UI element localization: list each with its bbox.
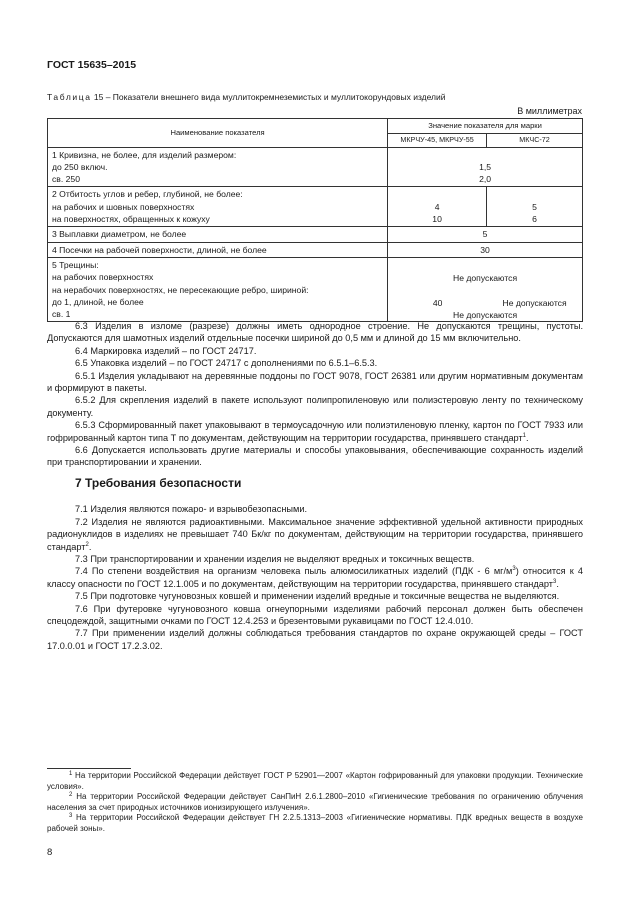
row-name: 3 Выплавки диаметром, не более xyxy=(48,227,388,242)
paragraph: 6.5.1 Изделия укладывают на деревянные поддоны по ГОСТ 9078, ГОСТ 26381 или другим нормативным документам и формируют в пакеты. xyxy=(47,370,583,394)
footnote: $^2$ На территории Российской Федерации действует СанПиН 2.6.1.2800–2010 «Гигиенические требования по ограничению облучения населения за счет природных источников ионизирующего излучения». xyxy=(47,792,583,812)
row-value-a: 4 10 xyxy=(388,187,487,227)
paragraph: 6.6 Допускается использовать другие материалы и способы упаковывания, обеспечивающие сохранность изделий при транспортировании и хранении. xyxy=(47,445,583,468)
row-name: 5 Трещины: на рабочих поверхностях на нерабочих поверхностях, не пересекающие ребро, шириной: до 1, длиной, не более св. 1 xyxy=(48,257,388,321)
row-name: 1 Кривизна, не более, для изделий размером: до 250 включ. св. 250 xyxy=(48,147,388,187)
paragraph: 6.5.3 Сформированный пакет упаковывают в термоусадочную или полиэтиленовую пленку, картон по ГОСТ 7933 или гофрированный картон типа Т по документам, действующим на территории государства, принявшего стандарт$^1$. xyxy=(47,420,583,443)
table-row xyxy=(48,257,583,321)
table-caption: Таблица 15 – Показатели внешнего вида муллитокремнеземистых и муллитокорундовых изделий xyxy=(47,92,446,102)
standard-title: ГОСТ 15635–2015 xyxy=(47,59,137,71)
table-header-row xyxy=(48,119,583,134)
paragraph: 7.7 При применении изделий должны соблюдаться требования стандартов по охране окружающей среды – ГОСТ 17.0.0.01 и ГОСТ 17.2.3.02. xyxy=(47,628,583,651)
table-row xyxy=(48,227,583,242)
row-name: 2 Отбитость углов и ребер, глубиной, не более: на рабочих и шовных поверхностях на поверхностях, обращенных к кожуху xyxy=(48,187,388,227)
row-value: 1,5 2,0 xyxy=(388,147,583,187)
footnotes xyxy=(47,771,583,835)
table-row xyxy=(48,147,583,187)
section-heading: 7 Требования безопасности xyxy=(75,475,242,490)
col-name-header: Наименование показателя xyxy=(48,119,388,148)
row-value-b: 5 6 xyxy=(487,187,583,227)
paragraph: 7.1 Изделия являются пожаро- и взрывобезопасными. xyxy=(75,504,308,515)
paragraph: 6.5.2 Для скрепления изделий в пакете используют полипропиленовую или полиэстеровую ленту по техническому документу. xyxy=(47,395,583,418)
footnote-ref[interactable]: 2 xyxy=(85,541,89,548)
col-value-header: Значение показателя для марки xyxy=(388,119,583,134)
indicators-table xyxy=(47,118,583,322)
paragraph: 7.4 По степени воздействия на организм человека пыль алюмосиликатных изделий (ПДК - 6 $мг/м^3$) относится к 4 классу опасности по ГОСТ 12.1.005 и по документам, действующим на территории государства, принявшего стандарт$^3$. xyxy=(47,566,583,589)
table-label: Таблица xyxy=(47,92,92,102)
table-row xyxy=(48,187,583,227)
paragraph: 7.6 При футеровке чугуновозного ковша огнеупорными изделиями рабочий персонал должен быть обеспечен спецодеждой, защитными очками по ГОСТ 12.4.253 и брезентовыми рукавицами по ГОСТ 12.4.010. xyxy=(47,603,583,626)
row-value: 5 xyxy=(388,227,583,242)
footnote: $^3$ На территории Российской Федерации действует ГН 2.2.5.1313–2003 «Гигиенические нормативы. ПДК вредных веществ в воздухе рабочей зоны». xyxy=(47,813,583,833)
paragraph: 7.3 При транспортировании и хранении изделия не выделяют вредных и токсичных веществ. xyxy=(75,553,475,564)
col-grade-b: МКЧС-72 xyxy=(487,134,583,147)
table-row xyxy=(48,242,583,257)
paragraph: 6.4 Маркировка изделий – по ГОСТ 24717. xyxy=(75,345,257,356)
paragraph: 6.3 Изделия в изломе (разрезе) должны иметь однородное строение. Не допускаются трещины, пустоты. Допускаются для шамотных изделий отдельные посечки шириной до 0,5 мм и длиной до 15 мм включительно. xyxy=(47,321,583,344)
paragraph: 7.2 Изделия не являются радиоактивными. Максимальное значение эффективной удельной активности природных радионуклидов в изделиях не превышает 740 Бк/кг по документам, действующим на территории государства, принявшего стандарт$^2$. xyxy=(47,516,583,552)
row-value: Не допускаются 40 Не допускаются Не допускаются xyxy=(388,257,583,321)
col-grade-a: МКРЧУ-45, МКРЧУ-55 xyxy=(388,134,487,147)
footnote: $^1$ На территории Российской Федерации действует ГОСТ Р 52901—2007 «Картон гофрированный для упаковки продукции. Технические условия». xyxy=(47,771,583,791)
footnote-ref[interactable]: 1 xyxy=(522,432,527,439)
table-units: В миллиметрах xyxy=(517,106,582,116)
body-text xyxy=(47,320,583,652)
paragraph: 6.5 Упаковка изделий – по ГОСТ 24717 с дополнениями по 6.5.1–6.5.3. xyxy=(75,358,378,369)
row-value: 30 xyxy=(388,242,583,257)
row-name: 4 Посечки на рабочей поверхности, длиной, не более xyxy=(48,242,388,257)
footnote-divider xyxy=(47,768,131,769)
page-number: 8 xyxy=(47,847,53,858)
paragraph: 7.5 При подготовке чугуновозных ковшей и применении изделий вредные и токсичные вещества не выделяются. xyxy=(75,591,560,602)
footnote-ref[interactable]: 3 xyxy=(552,578,557,585)
